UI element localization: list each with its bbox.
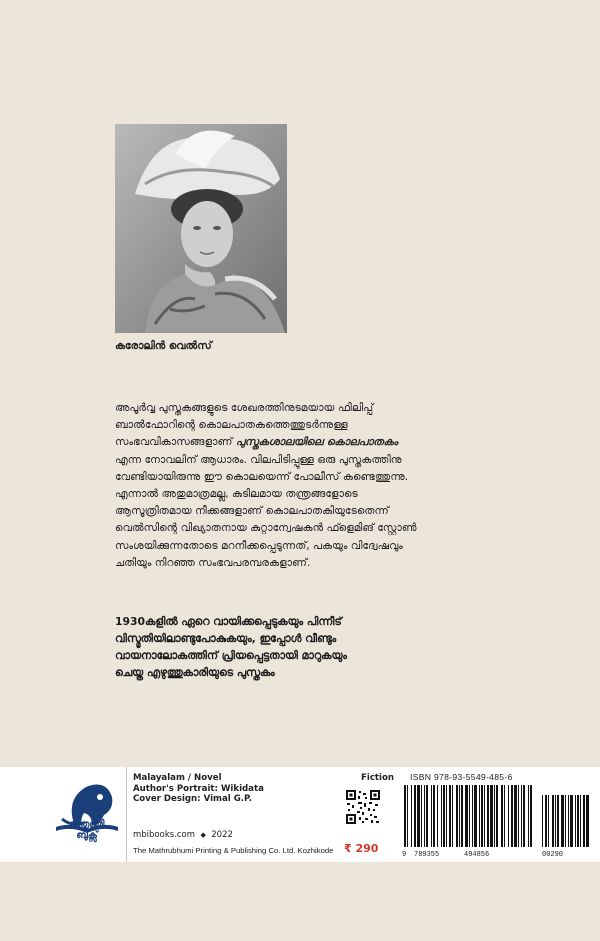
synopsis-line: വേണ്ടിയായിരുന്നു ഈ കൊലയെന്ന് പോലീസ് കണ്ടെത്തുന്നു. [115,470,409,483]
portrait-caption: കരോലിൻ വെൽസ് [115,340,212,352]
genre-label: Fiction [361,773,394,783]
tagline-line: 1930കളിൽ ഏറെ വായിക്കപ്പെടുകയും പിന്നീട് [115,615,342,628]
website-line [133,830,233,840]
tagline-line: ചെയ്ത എഴുത്തുകാരിയുടെ പുസ്തകം [115,666,275,679]
synopsis [115,400,515,572]
tagline [115,613,515,681]
synopsis-line: ആസൂത്രിതമായ നീക്കങ്ങളാണ് കൊലപാതകിയുടേതെന്ന് [115,505,389,518]
book-title: പുസ്തകശാലയിലെ കൊലപാതകം [235,436,398,449]
author-portrait [115,124,287,333]
publisher-footer [0,767,600,862]
synopsis-line: എന്നാൽ അതുമാത്രമല്ല, കുടിലമായ തന്ത്രങ്ങളോടെ [115,488,358,501]
diamond-icon: ◆ [200,831,206,839]
qr-code-icon [346,790,380,824]
synopsis-line: എന്ന നോവലിന് ആധാരം. വിലപിടിപ്പുള്ള ഒരു പുസ്തകത്തിനു [115,453,402,466]
printer-line: The Mathrubhumi Printing & Publishing Co. Ltd. Kozhikode [133,846,334,855]
barcode-digit-group: 789355 [414,851,440,859]
website: mbibooks.com [133,830,196,840]
meta-genre-language: Malayalam / Novel [133,773,222,783]
publication-year: 2022 [211,830,233,840]
barcode-digit-group: 9 [402,851,407,859]
synopsis-line: സംശയിക്കുന്നതോടെ മറനീക്കപ്പെടുന്നത്, പകയും വിദ്വേഷവും [115,539,403,552]
isbn: ISBN 978-93-5549-485-6 [410,772,513,782]
synopsis-line: അപൂർവ്വ പുസ്തകങ്ങളുടെ ശേഖരത്തിനുടമയായ ഫിലിപ്പ് [115,402,374,414]
tagline-line: വിസ്മൃതിയിലാണ്ടുപോകുകയും, ഇപ്പോൾ വീണ്ടും [115,632,337,645]
synopsis-line [115,434,515,451]
meta-portrait-credit: Author's Portrait: Wikidata [133,783,264,794]
synopsis-line: വെൽസിന്റെ വിഖ്യാതനായ കുറ്റാന്വേഷകൻ ഫ്ളെമിങ് സ്റ്റോൺ [115,522,417,535]
logo-text-line1: മാതൃഭൂമി [69,819,105,830]
synopsis-line: ചതിയും നിറഞ്ഞ സംഭവപരമ്പരകളാണ്. [115,556,311,569]
barcode-digit-group: 00290 [542,851,564,859]
publisher-logo-text [50,819,124,841]
divider [126,767,127,862]
price: ₹ 290 [344,842,379,855]
logo-text-line2: ബുക്സ് [76,830,98,841]
barcode-icon [402,785,590,851]
synopsis-line: ബാൽഫോറിന്റെ കൊലപാതകത്തെത്തുടർന്നുള്ള [115,419,348,432]
meta-cover-design: Cover Design: Vimal G.P. [133,794,253,804]
book-meta [133,773,264,805]
synopsis-line-prefix: സംഭവവികാസങ്ങളാണ് [115,436,236,449]
tagline-line: വായനാലോകത്തിന് പ്രിയപ്പെട്ടതായി മാറുകയും [115,649,347,662]
barcode-digit-group: 494856 [464,851,490,859]
